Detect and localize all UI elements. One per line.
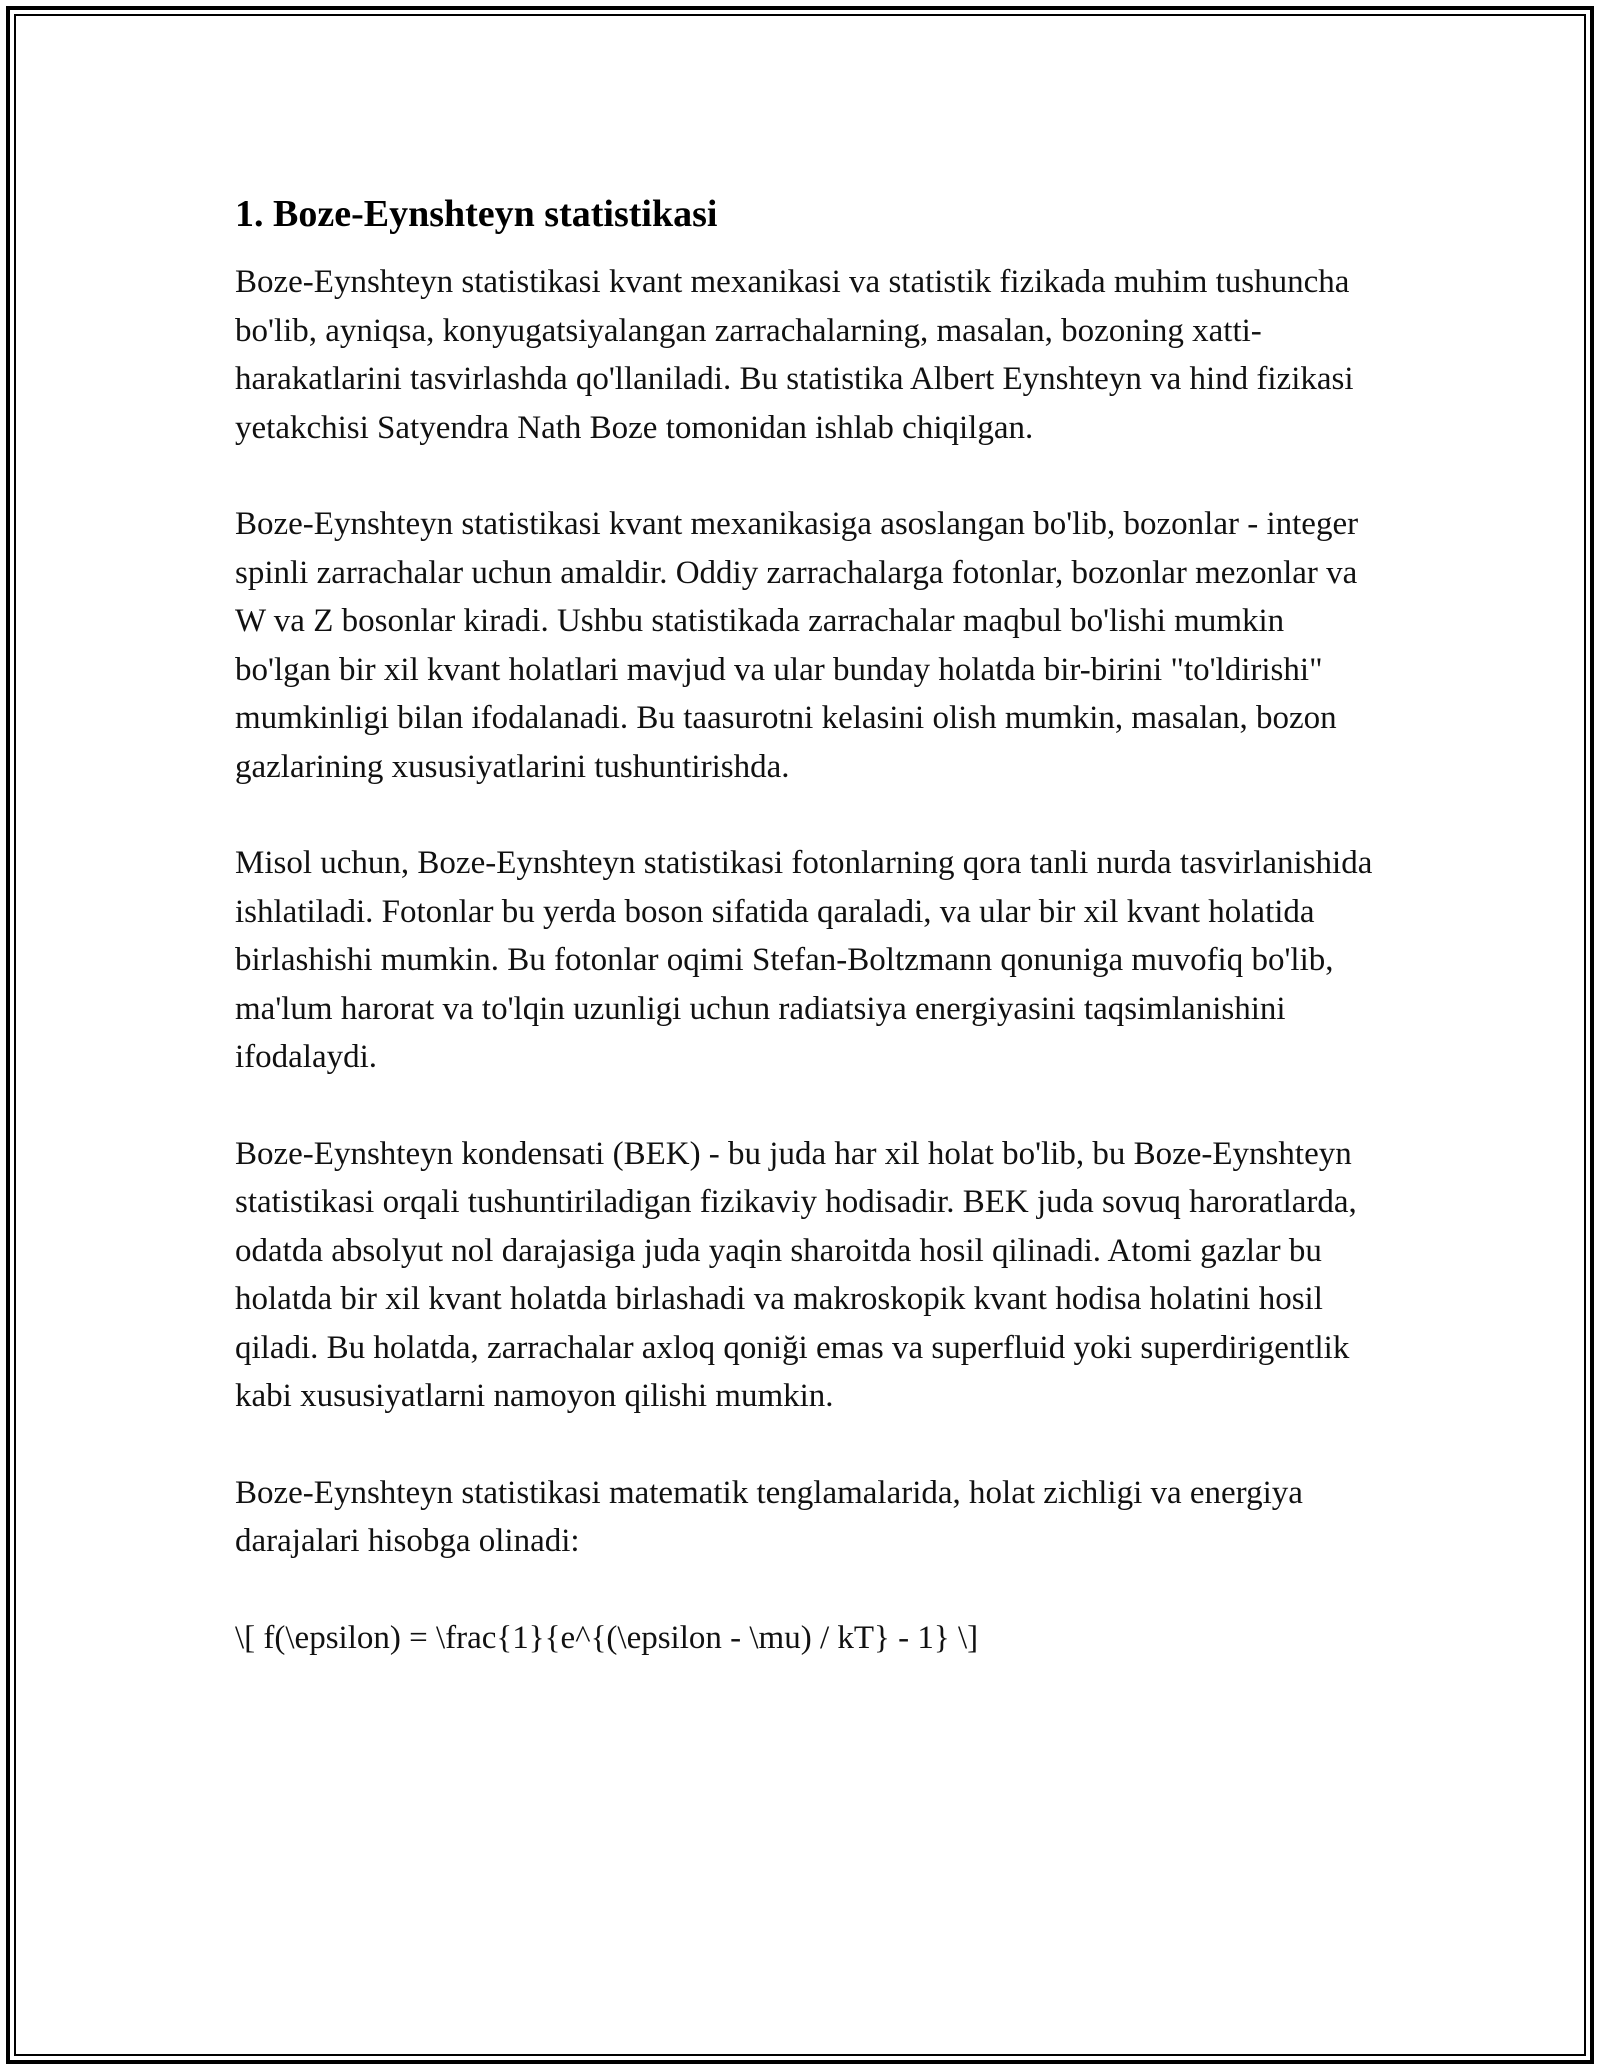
paragraph-bec: Boze-Eynshteyn kondensati (BEK) - bu juda har xil holat bo'lib, bu Boze-Eynshteyn statistikasi orqali tushuntiriladigan fizikaviy hodisadir. BEK juda sovuq haroratlarda, odatda absolyut nol darajasiga juda yaqin sharoitda hosil qilinadi. Atomi gazlar bu holatda bir xil kvant holatda birlashadi va makroskopik kvant hodisa holatini hosil qiladi. Bu holatda, zarrachalar axloq qoniği emas va superfluid yoki superdirigentlik kabi xususiyatlarni namoyon qilishi mumkin. — [235, 1135, 1357, 1414]
formula-line: \[ f(\epsilon) = \frac{1}{e^{(\epsilon - \mu) / kT} - 1} \] — [235, 1619, 979, 1656]
paragraph-bosons: Boze-Eynshteyn statistikasi kvant mexanikasiga asoslangan bo'lib, bozonlar - integer spinli zarrachalar uchun amaldir. Oddiy zarrachalarga fotonlar, bozonlar mezonlar va W va Z bosonlar kiradi. Ushbu statistikada zarrachalar maqbul bo'lishi mumkin bo'lgan bir xil kvant holatlari mavjud va ular bunday holatda bir-birini "to'ldirishi" mumkinligi bilan ifodalanadi. Bu taasurotni kelasini olish mumkin, masalan, bozon gazlarining xususiyatlarini tushuntirishda. — [235, 506, 1359, 785]
paragraph-intro: Boze-Eynshteyn statistikasi kvant mexanikasi va statistik fizikada muhim tushuncha bo'lib, ayniqsa, konyugatsiyalangan zarrachalarning, masalan, bozoning xatti-harakatlarini tasvirlashda qo'llaniladi. Bu statistika Albert Eynshteyn va hind fizikasi yetakchisi Satyendra Nath Boze tomonidan ishlab chiqilgan. — [235, 264, 1354, 446]
section-heading: 1. Boze-Eynshteyn statistikasi — [235, 193, 718, 235]
paragraph-equations: Boze-Eynshteyn statistikasi matematik tenglamalarida, holat zichligi va energiya darajalari hisobga olinadi: — [235, 1474, 1303, 1559]
document-body — [235, 188, 1375, 1662]
paragraph-photons-example: Misol uchun, Boze-Eynshteyn statistikasi fotonlarning qora tanli nurda tasvirlanishida ishlatiladi. Fotonlar bu yerda boson sifatida qaraladi, va ular bir xil kvant holatida birlashishi mumkin. Bu fotonlar oqimi Stefan-Boltzmann qonuniga muvofiq bo'lib, ma'lum harorat va to'lqin uzunligi uchun radiatsiya energiyasini taqsimlanishini ifodalaydi. — [235, 845, 1373, 1075]
